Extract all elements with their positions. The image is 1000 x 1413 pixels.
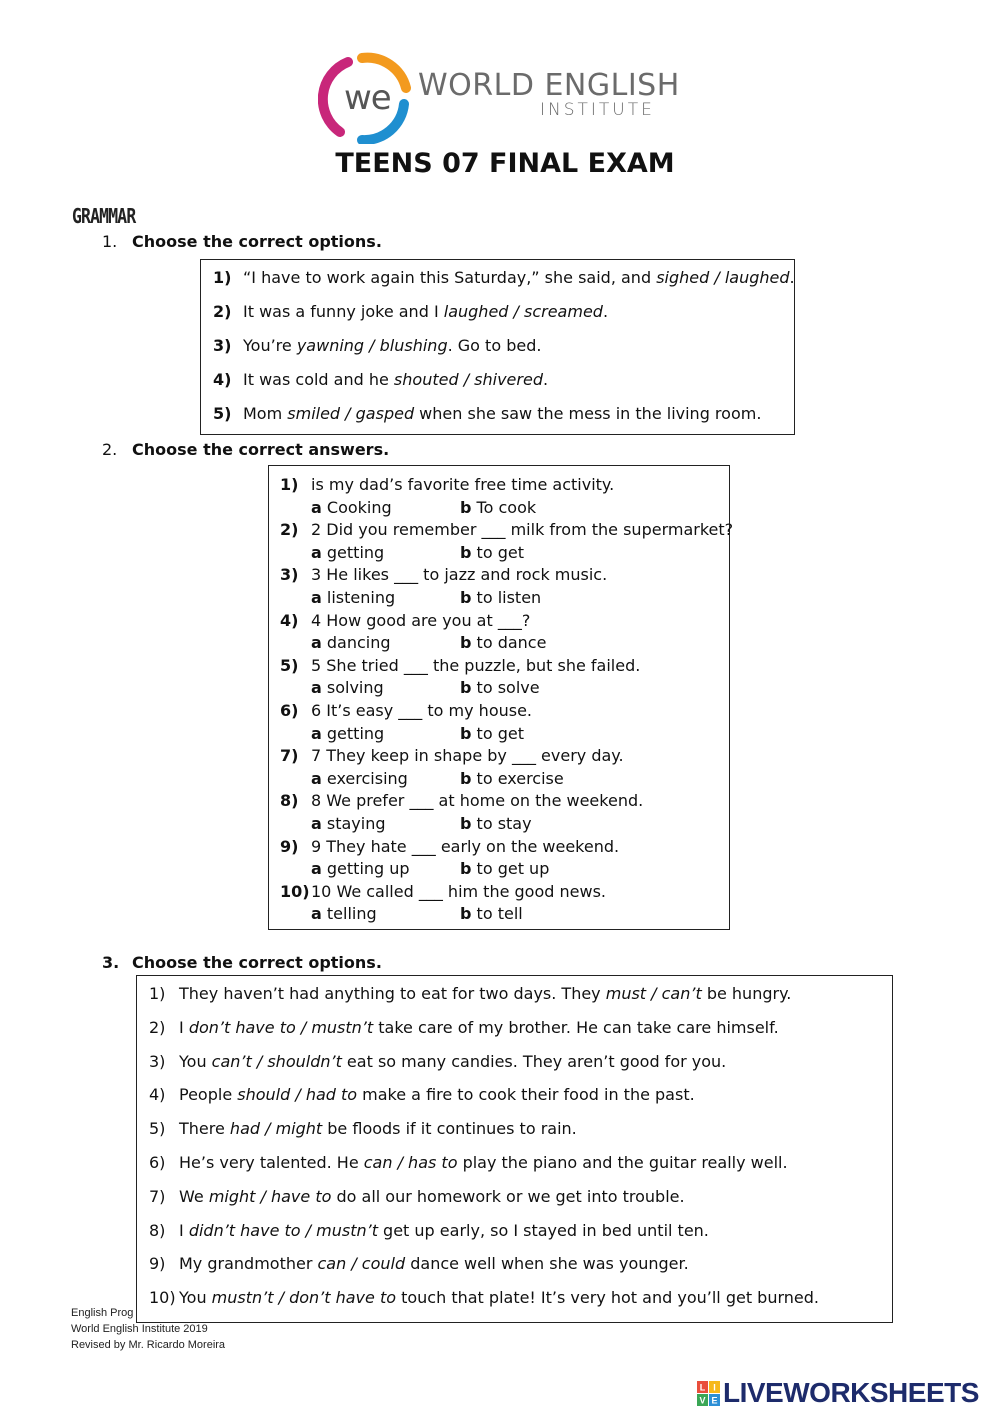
option-letter: a xyxy=(311,904,322,924)
question-line xyxy=(280,520,734,543)
answer-options[interactable]: mustn’t / don’t have to xyxy=(211,1288,397,1308)
question-text: 7 They keep in shape by ___ every day. xyxy=(311,746,624,766)
option-a[interactable] xyxy=(311,543,460,562)
question-text: 10 We called ___ him the good news. xyxy=(311,881,606,901)
exercise-instruction: Choose the correct options. xyxy=(132,232,382,251)
question-text: I xyxy=(179,1220,189,1240)
answer-line xyxy=(280,814,729,837)
question-number: 9) xyxy=(149,1254,166,1274)
exercise-1-box xyxy=(200,259,795,435)
option-b[interactable] xyxy=(460,769,564,788)
answer-options[interactable]: can’t / shouldn’t xyxy=(211,1051,342,1071)
exercise-number: 2. xyxy=(102,440,118,459)
question-text-end: play the piano and the guitar really well. xyxy=(457,1152,788,1172)
exercise-2-box xyxy=(268,465,734,930)
option-letter: a xyxy=(311,633,322,653)
option-letter: a xyxy=(311,723,322,743)
question-row xyxy=(149,1187,892,1221)
question-text: My grandmother xyxy=(179,1254,318,1274)
lw-icon-letter: L xyxy=(699,1382,706,1393)
question-item xyxy=(280,520,734,565)
option-b[interactable] xyxy=(460,814,532,833)
question-number: 3) xyxy=(149,1051,166,1071)
question-number: 8) xyxy=(149,1220,166,1240)
question-row xyxy=(149,1052,892,1086)
option-a[interactable] xyxy=(311,678,460,697)
option-letter: b xyxy=(460,587,472,607)
question-number: 7) xyxy=(280,746,299,766)
question-number: 4) xyxy=(213,370,232,389)
option-a[interactable] xyxy=(311,588,460,607)
exercise-instruction: Choose the correct answers. xyxy=(132,440,390,459)
answer-options[interactable]: yawning / blushing xyxy=(296,336,448,355)
footer-line: World English Institute 2019 xyxy=(71,1323,208,1335)
footer-line: English Prog xyxy=(71,1307,134,1319)
question-number: 1) xyxy=(149,984,166,1003)
section-heading-grammar: GRAMMAR xyxy=(72,204,136,228)
question-text-end: do all our homework or we get into trouble. xyxy=(331,1186,685,1206)
question-line xyxy=(280,791,729,814)
exercise-2-list xyxy=(280,475,734,927)
option-letter: b xyxy=(460,859,472,879)
liveworksheets-logo-icon xyxy=(697,1381,721,1407)
option-b[interactable] xyxy=(460,633,546,652)
answer-options[interactable]: should / had to xyxy=(237,1085,358,1105)
option-text: dancing xyxy=(326,633,391,653)
question-text: You’re xyxy=(243,336,297,355)
answer-options[interactable]: don’t have to / mustn’t xyxy=(188,1017,374,1037)
option-letter: b xyxy=(460,813,472,833)
question-line xyxy=(280,837,729,860)
lw-icon-letter: V xyxy=(699,1395,706,1406)
question-line xyxy=(280,701,729,724)
question-row xyxy=(213,302,782,336)
option-text: getting xyxy=(326,723,385,743)
option-letter: b xyxy=(460,723,472,743)
question-number: 2) xyxy=(213,302,232,321)
logo-world-english: WORLD ENGLISH xyxy=(418,68,680,103)
question-item xyxy=(280,475,729,520)
option-letter: b xyxy=(460,904,472,924)
question-text: It was a funny joke and I xyxy=(243,302,444,321)
question-number: 6) xyxy=(280,700,299,720)
question-number: 7) xyxy=(149,1186,166,1206)
option-b[interactable] xyxy=(460,678,540,697)
question-line xyxy=(280,656,729,679)
option-b[interactable] xyxy=(460,904,523,923)
question-text-end: take care of my brother. He can take care himself. xyxy=(373,1017,779,1037)
option-text: Cooking xyxy=(326,497,392,517)
question-item xyxy=(280,746,729,791)
question-text: You xyxy=(179,1051,212,1071)
exercise-3-list xyxy=(149,984,892,1322)
question-row xyxy=(213,370,782,404)
question-text: We xyxy=(179,1186,209,1206)
question-number: 1) xyxy=(280,475,299,494)
question-text: Mom xyxy=(243,404,288,423)
option-b[interactable] xyxy=(460,498,536,517)
answer-line xyxy=(280,543,729,566)
option-text: telling xyxy=(326,904,377,924)
question-text: 6 It’s easy ___ to my house. xyxy=(311,700,533,720)
option-text: To cook xyxy=(476,497,537,517)
option-a[interactable] xyxy=(311,498,460,517)
option-b[interactable] xyxy=(460,724,524,743)
question-text-end: be hungry. xyxy=(701,984,792,1003)
question-text-end: be floods if it continues to rain. xyxy=(322,1119,577,1139)
question-number: 10) xyxy=(149,1288,176,1308)
lw-icon-letter: I xyxy=(713,1382,716,1393)
option-text: to get xyxy=(476,723,524,743)
question-text-end: touch that plate! It’s very hot and you’ll get burned. xyxy=(396,1288,819,1308)
question-row xyxy=(149,1119,892,1153)
answer-options[interactable]: must / can’t xyxy=(605,984,702,1003)
option-letter: a xyxy=(311,587,322,607)
question-text: 8 We prefer ___ at home on the weekend. xyxy=(311,791,644,811)
question-item xyxy=(280,701,729,746)
question-text-end: dance well when she was younger. xyxy=(405,1254,689,1274)
question-text-end: . xyxy=(602,302,609,321)
logo-institute: INSTITUTE xyxy=(540,100,655,120)
world-english-logo xyxy=(318,48,678,144)
question-item xyxy=(280,611,729,656)
option-text: to get xyxy=(476,542,524,562)
question-line xyxy=(280,565,729,588)
question-item xyxy=(280,791,729,836)
question-item xyxy=(280,656,729,701)
question-text: 2 Did you remember ___ milk from the supermarket? xyxy=(311,520,734,540)
option-letter: b xyxy=(460,768,472,788)
question-line xyxy=(280,746,729,769)
question-text-end: get up early, so I stayed in bed until ten. xyxy=(377,1220,709,1240)
exercise-1-list xyxy=(213,268,795,438)
option-text: getting xyxy=(326,542,385,562)
question-text-end: . xyxy=(542,370,549,389)
question-number: 1) xyxy=(213,268,232,287)
answer-options[interactable]: sighed / laughed xyxy=(656,268,790,287)
question-item xyxy=(280,882,729,927)
exercise-instruction: Choose the correct options. xyxy=(132,953,382,972)
option-text: staying xyxy=(326,813,386,833)
option-letter: b xyxy=(460,633,472,653)
question-item xyxy=(280,837,729,882)
option-b[interactable] xyxy=(460,859,549,878)
question-text: They haven’t had anything to eat for two days. They xyxy=(179,984,606,1003)
question-row xyxy=(213,404,782,438)
answer-options[interactable]: had / might xyxy=(229,1119,323,1139)
option-b[interactable] xyxy=(460,543,524,562)
question-number: 3) xyxy=(280,565,299,585)
lw-icon-letter: E xyxy=(711,1395,718,1406)
exercise-1-heading xyxy=(102,232,382,251)
answer-options[interactable]: smiled / gasped xyxy=(287,404,415,423)
question-text: 3 He likes ___ to jazz and rock music. xyxy=(311,565,608,585)
exam-title: TEENS 07 FINAL EXAM xyxy=(335,148,675,179)
question-number: 9) xyxy=(280,836,299,856)
answer-line xyxy=(280,904,729,927)
question-text: 9 They hate ___ early on the weekend. xyxy=(311,836,620,856)
question-number: 5) xyxy=(280,655,299,675)
question-row xyxy=(213,336,782,370)
question-number: 2) xyxy=(280,520,299,540)
option-text: solving xyxy=(326,678,384,698)
question-number: 4) xyxy=(149,1085,166,1105)
option-a[interactable] xyxy=(311,633,460,652)
option-letter: a xyxy=(311,542,322,562)
question-text: I xyxy=(179,1017,189,1037)
answer-options[interactable]: might / have to xyxy=(208,1186,332,1206)
option-letter: a xyxy=(311,497,322,517)
answer-line xyxy=(280,724,729,747)
option-text: exercising xyxy=(326,768,408,788)
exercise-3-box xyxy=(136,975,893,1323)
answer-options[interactable]: can / has to xyxy=(363,1152,458,1172)
option-a[interactable] xyxy=(311,904,460,923)
question-text-end: . Go to bed. xyxy=(447,336,542,355)
question-text: 4 How good are you at ___? xyxy=(311,610,531,630)
exercise-number: 3. xyxy=(102,953,120,972)
answer-options[interactable]: didn’t have to / mustn’t xyxy=(188,1220,378,1240)
question-number: 6) xyxy=(149,1152,166,1172)
answer-line xyxy=(280,678,729,701)
answer-line xyxy=(280,498,729,521)
liveworksheets-text: LIVEWORKSHEETS xyxy=(723,1377,979,1408)
option-letter: a xyxy=(311,768,322,788)
question-row xyxy=(149,1254,892,1288)
option-a[interactable] xyxy=(311,859,460,878)
option-text: to listen xyxy=(476,587,542,607)
answer-line xyxy=(280,633,729,656)
answer-options[interactable]: laughed / screamed xyxy=(443,302,603,321)
question-text: There xyxy=(179,1119,230,1139)
answer-options[interactable]: can / could xyxy=(317,1254,406,1274)
logo-we-text: we xyxy=(344,78,391,118)
option-letter: b xyxy=(460,678,472,698)
question-line xyxy=(280,475,729,498)
question-item xyxy=(280,565,729,610)
footer-line: Revised by Mr. Ricardo Moreira xyxy=(71,1339,226,1351)
question-number: 2) xyxy=(149,1017,166,1037)
option-a[interactable] xyxy=(311,814,460,833)
question-number: 8) xyxy=(280,791,299,811)
option-letter: a xyxy=(311,678,322,698)
question-text: It was cold and he xyxy=(243,370,394,389)
option-text: to tell xyxy=(476,904,523,924)
question-number: 10) xyxy=(280,881,310,901)
question-line xyxy=(280,611,729,634)
question-number: 5) xyxy=(213,404,232,423)
option-text: listening xyxy=(326,587,396,607)
liveworksheets-watermark[interactable] xyxy=(697,1377,997,1411)
exercise-2-heading xyxy=(102,440,389,459)
question-text-end: when she saw the mess in the living room. xyxy=(414,404,762,423)
question-number: 3) xyxy=(213,336,232,355)
question-text: 5 She tried ___ the puzzle, but she failed. xyxy=(311,655,641,675)
option-letter: b xyxy=(460,542,472,562)
question-row xyxy=(149,1221,892,1255)
answer-line xyxy=(280,588,729,611)
question-text: People xyxy=(179,1085,238,1105)
option-text: to solve xyxy=(476,678,540,698)
option-text: getting up xyxy=(326,859,410,879)
question-text: You xyxy=(179,1288,212,1308)
question-line xyxy=(280,882,729,905)
question-row xyxy=(149,1018,892,1052)
answer-options[interactable]: shouted / shivered xyxy=(393,370,543,389)
question-text-end: . xyxy=(789,268,795,287)
answer-line xyxy=(280,859,729,882)
question-text: He’s very talented. He xyxy=(179,1152,364,1172)
option-text: to stay xyxy=(476,813,532,833)
option-a[interactable] xyxy=(311,769,460,788)
question-text-end: make a fire to cook their food in the past. xyxy=(357,1085,695,1105)
question-row xyxy=(213,268,795,302)
option-b[interactable] xyxy=(460,588,541,607)
option-text: to get up xyxy=(476,859,550,879)
option-letter: b xyxy=(460,497,472,517)
question-row xyxy=(149,1288,892,1322)
option-text: to dance xyxy=(476,633,547,653)
question-number: 4) xyxy=(280,610,299,630)
option-text: to exercise xyxy=(476,768,564,788)
option-a[interactable] xyxy=(311,724,460,743)
answer-line xyxy=(280,769,729,792)
question-number: 5) xyxy=(149,1119,166,1139)
question-text: “I have to work again this Saturday,” she said, and xyxy=(243,268,657,287)
exercise-3-heading xyxy=(102,953,382,972)
question-text: is my dad’s favorite free time activity. xyxy=(311,475,615,494)
question-text-end: eat so many candies. They aren’t good for you. xyxy=(341,1051,727,1071)
question-row xyxy=(149,984,892,1018)
question-row xyxy=(149,1085,892,1119)
exercise-number: 1. xyxy=(102,232,118,251)
option-letter: a xyxy=(311,859,322,879)
option-letter: a xyxy=(311,813,322,833)
question-row xyxy=(149,1153,892,1187)
